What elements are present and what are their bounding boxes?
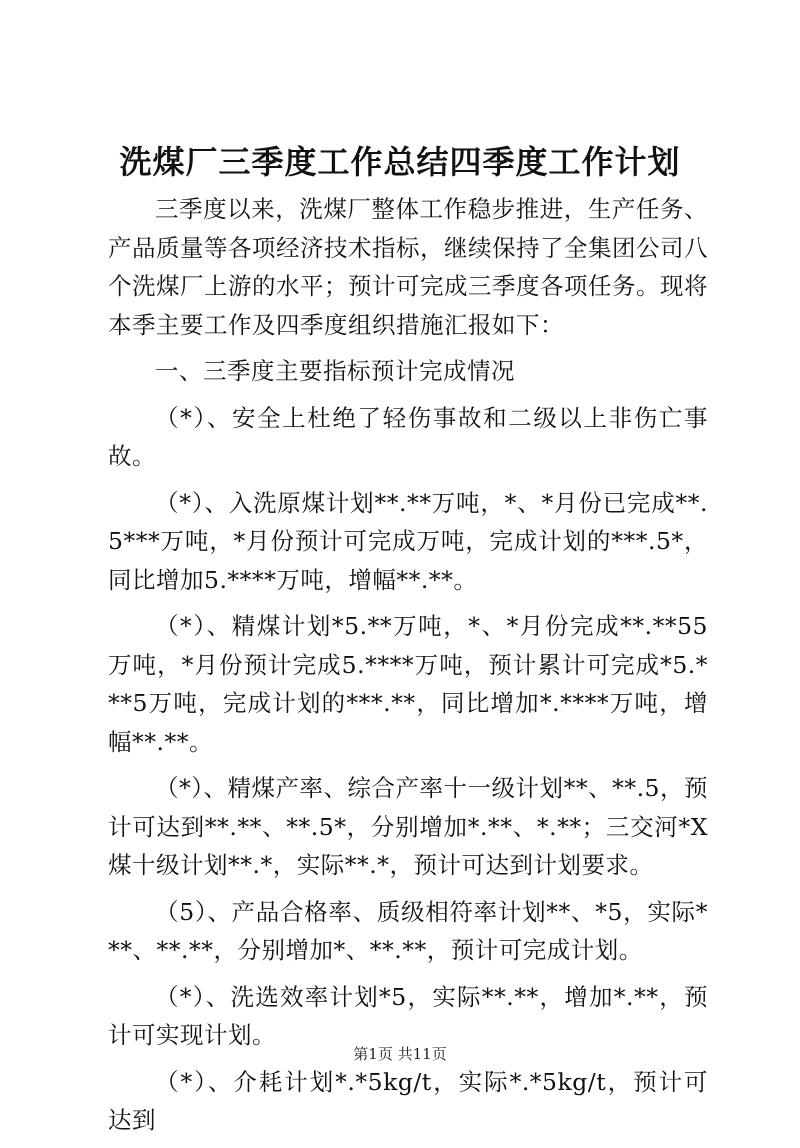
- body-paragraph: （*）、精煤计划*5.**万吨，*、*月份完成**.**55万吨，*月份预计完成5.****万吨，预计累计可完成*5.***5万吨，完成计划的***.**，同比增加*.****万吨，增幅**.**。: [108, 612, 708, 756]
- document-body: [108, 190, 708, 1148]
- document-title: 洗煤厂三季度工作总结四季度工作计划: [119, 143, 681, 181]
- intro-paragraph: 三季度以来，洗煤厂整体工作稳步推进，生产任务、产品质量等各项经济技术指标，继续保持了全集团公司八个洗煤厂上游的水平；预计可完成三季度各项任务。现将本季主要工作及四季度组织措施汇报如下：: [108, 195, 708, 339]
- page-number-footer: 第1页 共11页: [353, 1045, 447, 1063]
- body-paragraph: （*）、洗选效率计划*5，实际**.**，增加*.**，预计可实现计划。: [108, 982, 708, 1049]
- body-paragraph: （*）、入洗原煤计划**.**万吨，*、*月份已完成**.5***万吨，*月份预计可完成万吨，完成计划的***.5*，同比增加5.****万吨，增幅**.**。: [108, 488, 708, 594]
- body-paragraph: （*）、精煤产率、综合产率十一级计划**、**.5，预计可达到**.**、**.5*，分别增加*.**、*.**；三交河*X煤十级计划**.*，实际**.*，预计可达到计划要求。: [108, 774, 708, 879]
- body-paragraph: （5）、产品合格率、质级相符率计划**、*5，实际***、**.**，分别增加*、**.**，预计可完成计划。: [108, 897, 708, 964]
- body-paragraph: （*）、安全上杜绝了轻伤事故和二级以上非伤亡事故。: [108, 403, 708, 470]
- body-paragraph: （*）、介耗计划*.*5kg/t，实际*.*5kg/t，预计可达到: [108, 1067, 708, 1134]
- section-heading: 一、三季度主要指标预计完成情况: [155, 357, 515, 385]
